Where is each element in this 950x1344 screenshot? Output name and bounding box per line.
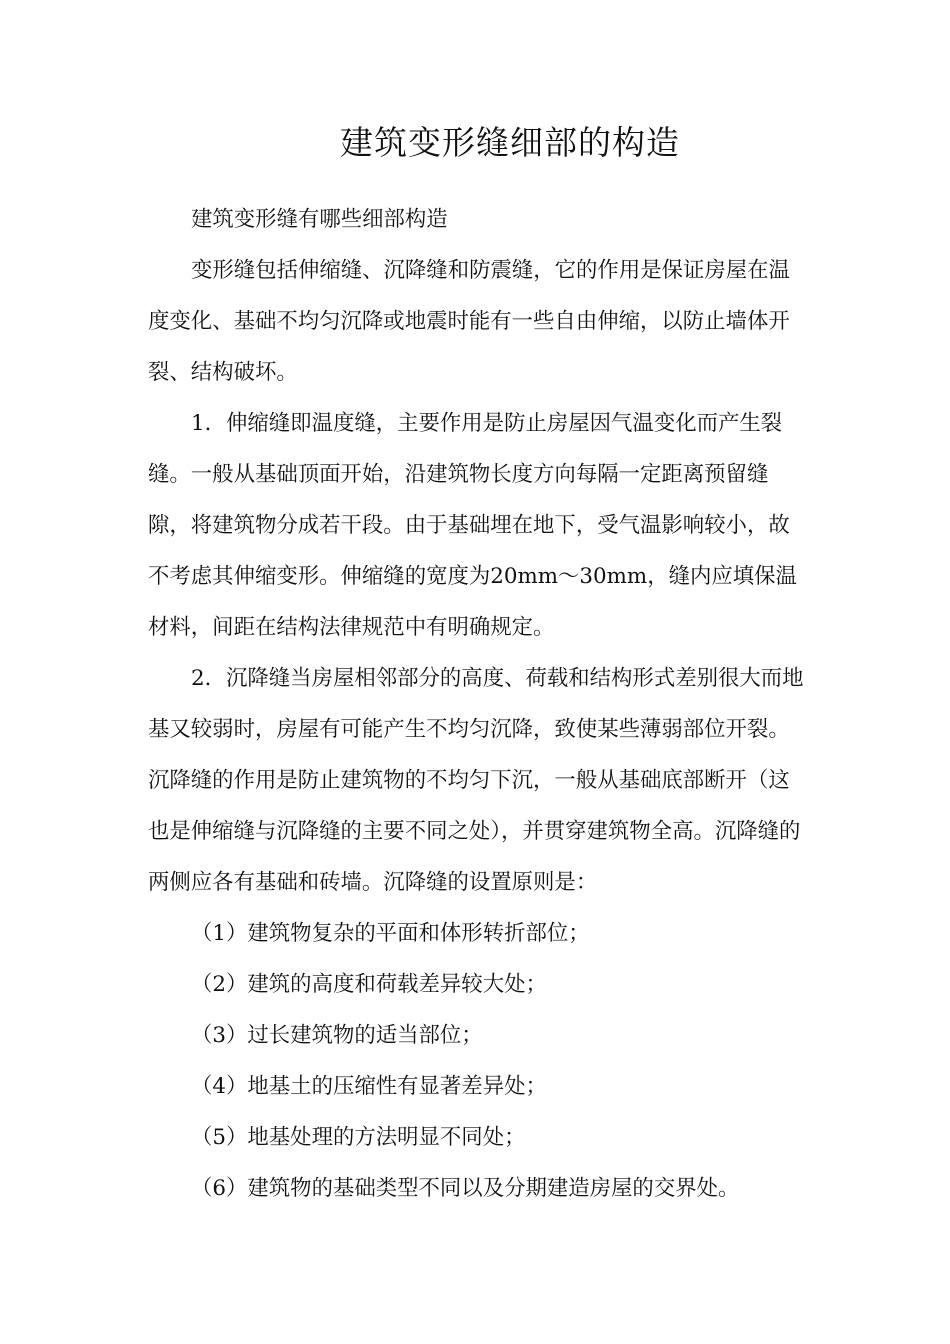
list-item: （2）建筑的高度和荷载差异较大处； <box>191 972 547 997</box>
page-title: 建筑变形缝细部的构造 <box>340 123 680 162</box>
list-item: （6）建筑物的基础类型不同以及分期建造房屋的交界处。 <box>191 1176 740 1201</box>
list-item: （5）地基处理的方法明显不同处； <box>191 1125 526 1150</box>
document-body <box>148 194 808 1214</box>
list-item: （4）地基土的压缩性有显著差异处； <box>191 1074 547 1099</box>
list-item: （3）过长建筑物的适当部位； <box>191 1023 483 1048</box>
paragraph-expansion-joint: 1．伸缩缝即温度缝，主要作用是防止房屋因气温变化而产生裂缝。一般从基础顶面开始，沿建筑物长度方向每隔一定距离预留缝隙，将建筑物分成若干段。由于基础埋在地下，受气温影响较小，故不考虑其伸缩变形。伸缩缝的宽度为20mm～30mm，缝内应填保温材料，间距在结构法律规范中有明确规定。 <box>148 411 797 640</box>
list-item: （1）建筑物复杂的平面和体形转折部位； <box>191 921 590 946</box>
paragraph-settlement-joint: 2．沉降缝当房屋相邻部分的高度、荷载和结构形式差别很大而地基又较弱时，房屋有可能产生不均匀沉降，致使某些薄弱部位开裂。沉降缝的作用是防止建筑物的不均匀下沉，一般从基础底部断开（这也是伸缩缝与沉降缝的主要不同之处），并贯穿建筑物全高。沉降缝的两侧应各有基础和砖墙。沉降缝的设置原则是： <box>148 666 804 895</box>
paragraph-intro: 变形缝包括伸缩缝、沉降缝和防震缝，它的作用是保证房屋在温度变化、基础不均匀沉降或地震时能有一些自由伸缩，以防止墙体开裂、结构破坏。 <box>148 258 790 385</box>
paragraph-subtitle: 建筑变形缝有哪些细部构造 <box>191 207 448 232</box>
